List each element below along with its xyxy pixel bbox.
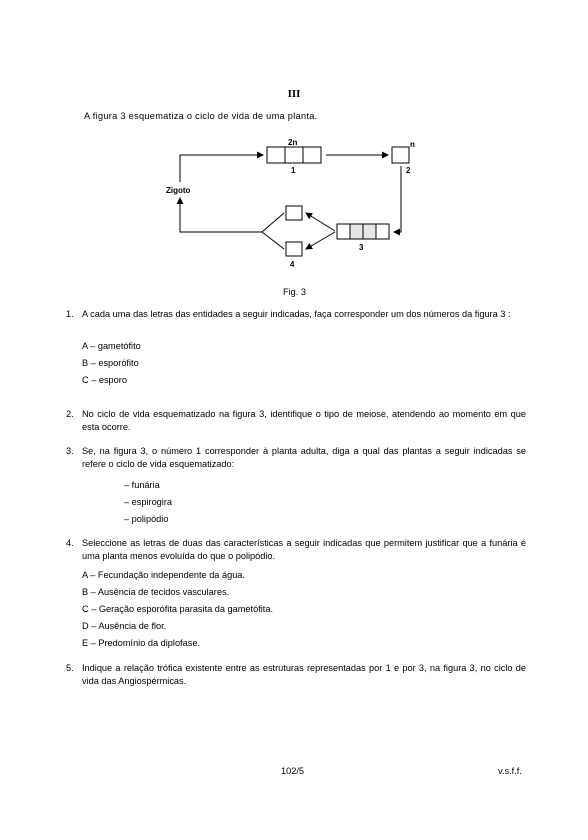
structure-3-boxes	[337, 224, 389, 239]
question-2	[66, 408, 526, 434]
label-1: 1	[291, 166, 296, 175]
intro-text: A figura 3 esquematiza o ciclo de vida de uma planta.	[84, 111, 318, 121]
q1-option-b: B – esporófito	[82, 358, 139, 368]
label-2n: 2n	[288, 138, 298, 147]
arrow-4-to-zigoto	[180, 198, 284, 232]
question-1	[66, 308, 526, 321]
question-2-text: No ciclo de vida esquematizado na figura 3, identifique o tipo de meiose, atendendo ao momento em que esta ocorre.	[82, 409, 526, 432]
arrow-4b-join	[262, 232, 284, 249]
label-n: n	[410, 140, 415, 149]
q4-option-c: C – Geração esporófita parasita da gametófita.	[82, 604, 274, 614]
structure-4-bottom-box	[286, 242, 302, 256]
structure-1-boxes	[267, 147, 321, 163]
q3-option-espirogira: – espirogira	[124, 497, 173, 507]
q4-option-d: D – Ausência de flor.	[82, 621, 167, 631]
q3-option-polipodio: – polipódio	[124, 514, 169, 524]
question-2-number: 2.	[66, 409, 74, 419]
q4-option-a: A – Fecundação independente da água.	[82, 570, 245, 580]
question-5-number: 5.	[66, 663, 74, 673]
question-1-text: A cada uma das letras das entidades a seguir indicadas, faça corresponder um dos números da figura 3 :	[82, 309, 511, 319]
q1-option-c: C – esporo	[82, 375, 127, 385]
turn-page-note: v.s.f.f.	[498, 766, 522, 776]
question-4	[66, 537, 526, 563]
arrow-3-to-4-bottom	[306, 232, 335, 249]
arrow-zigoto-to-1	[180, 155, 263, 182]
question-3-number: 3.	[66, 446, 74, 456]
label-4: 4	[290, 260, 295, 269]
figure-caption: Fig. 3	[283, 287, 306, 297]
q1-option-a: A – gametófito	[82, 341, 141, 351]
page-number: 102/5	[281, 766, 304, 776]
label-2: 2	[406, 166, 411, 175]
structure-4-top-box	[286, 206, 302, 220]
life-cycle-diagram	[150, 136, 430, 271]
q3-option-funaria: – funária	[124, 480, 160, 490]
q4-option-b: B – Ausência de tecidos vasculares.	[82, 587, 230, 597]
question-4-text: Seleccione as letras de duas das características a seguir indicadas que permitem justificar que a funária é uma planta menos evoluída do que o polipódio.	[82, 538, 526, 561]
question-1-number: 1.	[66, 309, 74, 319]
section-title: III	[287, 88, 301, 100]
arrow-3-to-4-top	[306, 213, 335, 231]
question-5	[66, 662, 526, 688]
question-3-text: Se, na figura 3, o número 1 corresponder à planta adulta, diga a qual das plantas a seguir indicadas se refere o ciclo de vida esquematizado:	[82, 446, 526, 469]
question-5-text: Indique a relação trófica existente entre as estruturas representadas por 1 e por 3, na figura 3, no ciclo de vida das Angiospérmicas.	[82, 663, 526, 686]
structure-2-box	[392, 147, 409, 163]
q4-option-e: E – Predomínio da diplofase.	[82, 638, 200, 648]
question-3	[66, 445, 526, 471]
label-zigoto: Zigoto	[166, 186, 191, 195]
label-3: 3	[359, 243, 364, 252]
question-4-number: 4.	[66, 538, 74, 548]
arrow-2-to-3	[394, 166, 401, 232]
